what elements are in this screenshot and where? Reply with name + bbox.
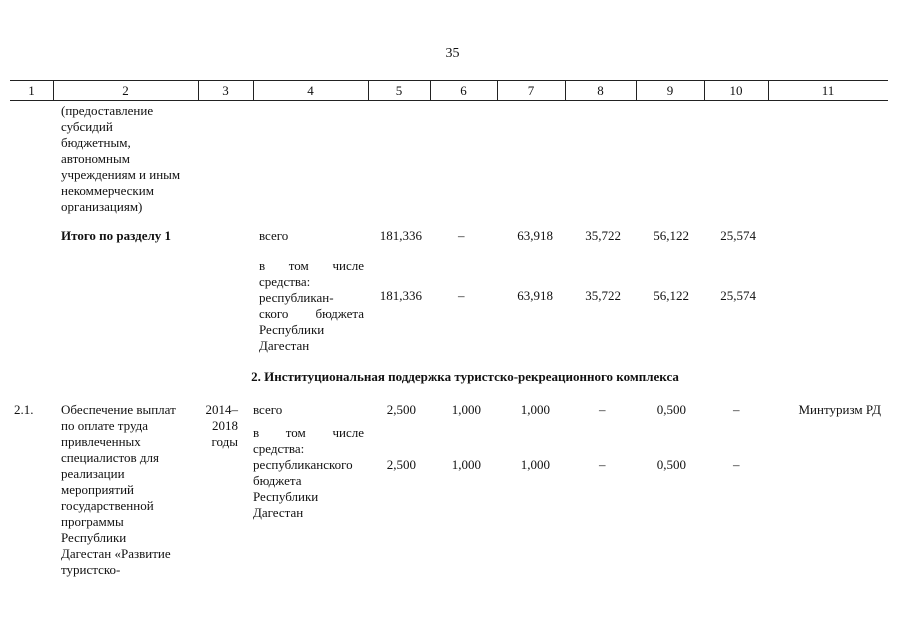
- row21-v5: 2,500: [386, 402, 416, 417]
- header-col-1: 1: [28, 83, 35, 98]
- total-budget-v7: 63,918: [517, 288, 553, 303]
- type-line: ского бюджета: [259, 306, 364, 321]
- block1-description: [61, 103, 180, 215]
- page-number: 35: [445, 46, 460, 61]
- desc-line: по оплате труда: [61, 418, 149, 433]
- desc-line: Дагестан «Развитие: [61, 546, 171, 561]
- desc-line: мероприятий: [61, 482, 134, 497]
- type-line: Республики: [259, 322, 325, 337]
- desc-line: туристско-: [61, 562, 121, 577]
- type-line: в том числе: [259, 258, 364, 273]
- desc-line: Обеспечение выплат: [61, 402, 176, 417]
- header-col-2: 2: [122, 83, 129, 98]
- header-col-9: 9: [666, 83, 674, 98]
- total-type-breakdown: [259, 258, 364, 354]
- header-col-10: 10: [729, 83, 743, 98]
- header-col-11: 11: [821, 83, 835, 98]
- desc-line: Республики: [61, 530, 127, 545]
- total-budget-v10: 25,574: [720, 288, 756, 303]
- total-v5: 181,336: [379, 228, 422, 243]
- desc-line: некоммерческим: [61, 183, 154, 198]
- desc-line: привлеченных: [61, 434, 141, 449]
- desc-line: программы: [61, 514, 124, 529]
- desc-line: специалистов для: [61, 450, 159, 465]
- row21-budget-v7: 1,000: [520, 457, 550, 472]
- header-col-6: 6: [460, 83, 467, 98]
- row21-budget-v6: 1,000: [451, 457, 481, 472]
- total-v7: 63,918: [517, 228, 553, 243]
- row21-budget-v5: 2,500: [386, 457, 416, 472]
- total-v8: 35,722: [585, 228, 621, 243]
- row21-budget-v10: –: [733, 457, 740, 472]
- row21-v7: 1,000: [520, 402, 550, 417]
- type-line: республикан-: [259, 290, 334, 305]
- section-heading: 2. Институциональная поддержка туристско-рекреационного комплекса: [251, 369, 679, 384]
- type-line: Дагестан: [259, 338, 310, 353]
- total-v6: –: [458, 228, 465, 243]
- row21-budget-v9: 0,500: [656, 457, 686, 472]
- total-budget-v9: 56,122: [653, 288, 689, 303]
- row21-v9: 0,500: [656, 402, 686, 417]
- row21-type-breakdown: [253, 425, 364, 521]
- desc-line: учреждениям и иным: [61, 167, 181, 182]
- type-line: средства:: [253, 441, 305, 456]
- type-line: республиканского: [253, 457, 353, 472]
- type-line: бюджета: [253, 473, 302, 488]
- row21-executor: Минтуризм РД: [798, 402, 881, 417]
- table-header: [10, 80, 888, 101]
- total-budget-v5: 181,336: [379, 288, 422, 303]
- row21-period: [196, 402, 238, 450]
- desc-line: бюджетным,: [61, 135, 131, 150]
- row21-v6: 1,000: [451, 402, 481, 417]
- total-v9: 56,122: [653, 228, 689, 243]
- desc-line: автономным: [61, 151, 130, 166]
- row-number: 2.1.: [14, 402, 34, 417]
- row21-type-all: всего: [253, 402, 283, 417]
- total-label: Итого по разделу 1: [61, 228, 172, 243]
- type-line: Республики: [253, 489, 319, 504]
- type-line: Дагестан: [253, 505, 304, 520]
- total-budget-v6: –: [458, 288, 465, 303]
- desc-line: субсидий: [61, 119, 113, 134]
- type-line: средства:: [259, 274, 311, 289]
- row21-budget-v8: –: [599, 457, 606, 472]
- row21-description: [61, 402, 176, 578]
- header-col-4: 4: [307, 83, 314, 98]
- row21-v10: –: [733, 402, 740, 417]
- period-line: годы: [211, 434, 238, 449]
- row21-v8: –: [599, 402, 606, 417]
- header-col-7: 7: [527, 83, 535, 98]
- total-v10: 25,574: [720, 228, 756, 243]
- header-col-3: 3: [222, 83, 229, 98]
- desc-line: реализации: [61, 466, 125, 481]
- desc-line: (предоставление: [61, 103, 154, 118]
- total-budget-v8: 35,722: [585, 288, 621, 303]
- header-col-5: 5: [395, 83, 403, 98]
- type-line: в том числе: [253, 425, 364, 440]
- desc-line: организациям): [61, 199, 143, 214]
- header-col-8: 8: [597, 83, 604, 98]
- total-type-all: всего: [259, 228, 289, 243]
- desc-line: государственной: [61, 498, 154, 513]
- period-line: 2014–: [205, 402, 238, 417]
- period-line: 2018: [212, 418, 238, 433]
